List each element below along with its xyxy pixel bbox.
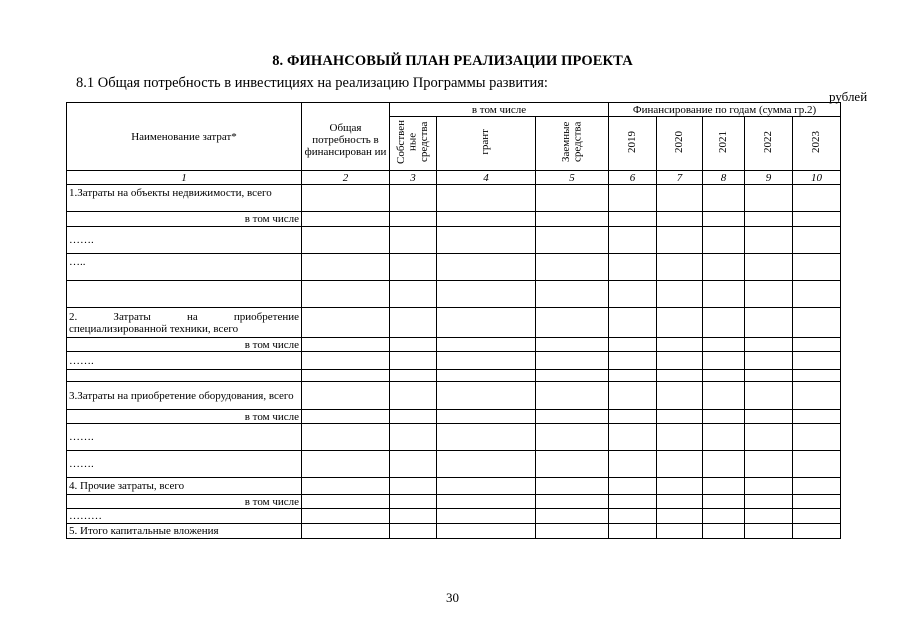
row-label: ….. [67,254,302,281]
row-label: 5. Итого капитальные вложения [67,524,302,539]
row-label: в том числе [67,410,302,424]
row-label: ……. [67,352,302,370]
empty-cell [745,281,793,308]
empty-cell [793,185,841,212]
table-row [67,451,841,478]
empty-cell [609,308,657,338]
table-row [67,338,841,352]
empty-cell [536,352,609,370]
document-title: 8. ФИНАНСОВЫЙ ПЛАН РЕАЛИЗАЦИИ ПРОЕКТА [272,53,633,69]
header-funding-by-years: Финансирование по годам (сумма гр.2) [609,103,841,117]
empty-cell [703,338,745,352]
empty-cell [657,524,703,539]
empty-cell [703,254,745,281]
column-number: 5 [536,171,609,185]
empty-cell [390,281,437,308]
empty-cell [703,495,745,509]
empty-cell [609,451,657,478]
empty-cell [793,338,841,352]
empty-cell [609,424,657,451]
row-label: ……… [67,509,302,524]
empty-cell [657,281,703,308]
header-year-2019: 2019 [609,117,657,171]
empty-cell [745,495,793,509]
empty-cell [302,382,390,410]
empty-cell [302,352,390,370]
empty-cell [609,495,657,509]
table-row [67,227,841,254]
empty-cell [536,370,609,382]
header-year-2022: 2022 [745,117,793,171]
empty-cell [302,509,390,524]
empty-cell [657,308,703,338]
empty-cell [657,352,703,370]
empty-cell [745,308,793,338]
column-number: 8 [703,171,745,185]
header-year-2021: 2021 [703,117,745,171]
currency-unit-label: рублей [829,89,868,104]
header-grant: грант [437,117,536,171]
empty-cell [302,338,390,352]
empty-cell [437,352,536,370]
empty-cell [657,509,703,524]
empty-cell [745,212,793,227]
empty-cell [437,308,536,338]
empty-cell [657,212,703,227]
empty-cell [657,410,703,424]
empty-cell [536,185,609,212]
table-row [67,281,841,308]
table-row [67,424,841,451]
empty-cell [536,212,609,227]
empty-cell [390,478,437,495]
empty-cell [390,352,437,370]
column-number: 2 [302,171,390,185]
empty-cell [793,524,841,539]
empty-cell [437,524,536,539]
empty-cell [793,495,841,509]
row-label [67,281,302,308]
empty-cell [302,370,390,382]
empty-cell [302,281,390,308]
table-row [67,495,841,509]
empty-cell [793,227,841,254]
column-numbers-row [67,171,841,185]
empty-cell [536,308,609,338]
table-row [67,352,841,370]
empty-cell [390,370,437,382]
column-number: 7 [657,171,703,185]
column-number: 4 [437,171,536,185]
empty-cell [703,424,745,451]
empty-cell [793,382,841,410]
empty-cell [745,424,793,451]
empty-cell [657,451,703,478]
empty-cell [390,308,437,338]
empty-cell [657,495,703,509]
empty-cell [536,478,609,495]
page-number: 30 [446,590,459,605]
empty-cell [745,410,793,424]
header-year-2023: 2023 [793,117,841,171]
empty-cell [437,254,536,281]
row-label: 4. Прочие затраты, всего [67,478,302,495]
empty-cell [390,509,437,524]
table-row [67,185,841,212]
empty-cell [657,478,703,495]
empty-cell [302,227,390,254]
empty-cell [793,451,841,478]
empty-cell [793,410,841,424]
empty-cell [609,410,657,424]
table-row [67,212,841,227]
row-label: ……. [67,424,302,451]
empty-cell [437,227,536,254]
empty-cell [609,352,657,370]
empty-cell [745,509,793,524]
empty-cell [703,227,745,254]
table-row [67,478,841,495]
empty-cell [793,370,841,382]
empty-cell [793,478,841,495]
empty-cell [703,370,745,382]
empty-cell [609,212,657,227]
empty-cell [536,509,609,524]
empty-cell [302,478,390,495]
empty-cell [390,185,437,212]
header-own-funds: Собствен ные средства [390,117,437,171]
empty-cell [609,524,657,539]
header-year-2020: 2020 [657,117,703,171]
financial-plan-table [66,102,841,539]
empty-cell [390,451,437,478]
empty-cell [302,451,390,478]
empty-cell [703,410,745,424]
column-number: 3 [390,171,437,185]
header-name: Наименование затрат* [67,103,302,171]
empty-cell [609,478,657,495]
table-row [67,524,841,539]
empty-cell [609,509,657,524]
empty-cell [793,308,841,338]
empty-cell [536,338,609,352]
empty-cell [437,281,536,308]
empty-cell [745,352,793,370]
empty-cell [536,424,609,451]
empty-cell [703,308,745,338]
empty-cell [536,227,609,254]
empty-cell [390,424,437,451]
empty-cell [703,212,745,227]
empty-cell [302,308,390,338]
section-subtitle: 8.1 Общая потребность в инвестициях на реализацию Программы развития: [76,75,548,91]
empty-cell [302,524,390,539]
empty-cell [703,524,745,539]
empty-cell [536,281,609,308]
empty-cell [437,382,536,410]
empty-cell [793,352,841,370]
empty-cell [609,254,657,281]
empty-cell [536,382,609,410]
table-row [67,254,841,281]
empty-cell [745,451,793,478]
empty-cell [302,185,390,212]
empty-cell [745,227,793,254]
empty-cell [657,338,703,352]
empty-cell [745,382,793,410]
empty-cell [302,495,390,509]
empty-cell [390,338,437,352]
empty-cell [302,254,390,281]
empty-cell [609,370,657,382]
header-including: в том числе [390,103,609,117]
empty-cell [437,478,536,495]
empty-cell [703,185,745,212]
empty-cell [437,424,536,451]
empty-cell [793,424,841,451]
empty-cell [609,185,657,212]
column-number: 1 [67,171,302,185]
empty-cell [390,495,437,509]
header-borrowed-funds: Заемные средства [536,117,609,171]
empty-cell [536,410,609,424]
table-row [67,308,841,338]
empty-cell [536,254,609,281]
row-label: в том числе [67,212,302,227]
empty-cell [703,352,745,370]
column-number: 10 [793,171,841,185]
empty-cell [609,338,657,352]
empty-cell [437,370,536,382]
row-label: 2. Затраты на приобретение специализированной техники, всего [67,308,302,338]
column-number: 6 [609,171,657,185]
empty-cell [703,281,745,308]
empty-cell [703,382,745,410]
empty-cell [657,424,703,451]
empty-cell [390,382,437,410]
table-row [67,509,841,524]
empty-cell [437,495,536,509]
empty-cell [657,382,703,410]
empty-cell [745,370,793,382]
empty-cell [390,410,437,424]
row-label [67,370,302,382]
table-row [67,370,841,382]
empty-cell [536,495,609,509]
row-label: в том числе [67,495,302,509]
empty-cell [657,370,703,382]
row-label: в том числе [67,338,302,352]
empty-cell [302,424,390,451]
empty-cell [437,451,536,478]
empty-cell [745,185,793,212]
empty-cell [390,227,437,254]
empty-cell [390,212,437,227]
empty-cell [536,451,609,478]
empty-cell [745,338,793,352]
table-row [67,410,841,424]
empty-cell [609,281,657,308]
empty-cell [536,524,609,539]
empty-cell [745,478,793,495]
empty-cell [793,212,841,227]
empty-cell [437,410,536,424]
empty-cell [745,254,793,281]
empty-cell [609,382,657,410]
row-label: 3.Затраты на приобретение оборудования, всего [67,382,302,410]
empty-cell [437,185,536,212]
row-label: 1.Затраты на объекты недвижимости, всего [67,185,302,212]
row-label: ……. [67,451,302,478]
empty-cell [437,338,536,352]
empty-cell [793,254,841,281]
empty-cell [609,227,657,254]
empty-cell [302,212,390,227]
column-number: 9 [745,171,793,185]
empty-cell [703,478,745,495]
empty-cell [793,509,841,524]
empty-cell [437,509,536,524]
empty-cell [703,509,745,524]
empty-cell [703,451,745,478]
empty-cell [390,524,437,539]
empty-cell [302,410,390,424]
empty-cell [657,227,703,254]
header-total-need: Общая потребность в финансирован ии [302,103,390,171]
table-row [67,382,841,410]
empty-cell [437,212,536,227]
empty-cell [657,185,703,212]
empty-cell [745,524,793,539]
empty-cell [793,281,841,308]
empty-cell [390,254,437,281]
row-label: ……. [67,227,302,254]
empty-cell [657,254,703,281]
header-row-1 [67,103,841,117]
